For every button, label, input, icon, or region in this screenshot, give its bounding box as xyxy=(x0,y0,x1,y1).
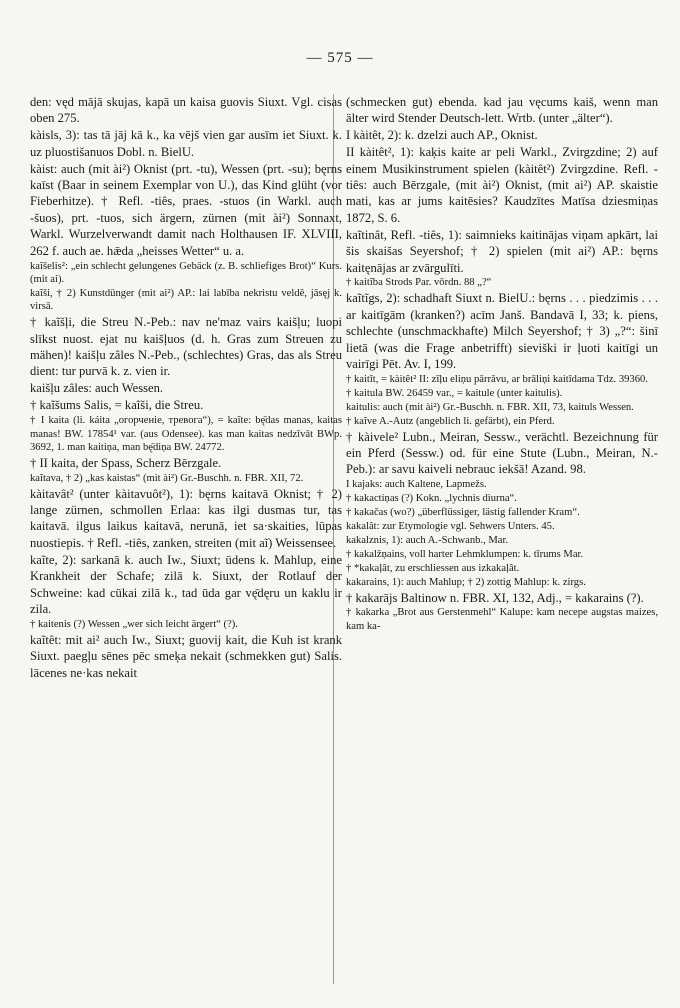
dictionary-entry: kàitavât² (unter kàitavuôt²), 1): bęrns kaitavā Oknist; † 2) lange zürnen, schmollen Erlaa: kas ilgi dusmas tur, tas kaitavā. ilgus laikus kaitavā, nerunā, iet sa·skaities, lūpas nuostiepis. † Refl. -tiês, zanken, streiten (mit aĩ) Weissensee. xyxy=(30,486,342,550)
dictionary-entry: kaišļu zâles: auch Wessen. xyxy=(30,381,164,396)
dictionary-entry: † kaitĩba Strods Par. vōrdn. 88 „?“ xyxy=(346,277,492,289)
dictionary-entry: † kaitīt, = kàitêt² II: zīļu eliņu pārrāvu, ar brāliņi kaitīdama Tdz. 39360. xyxy=(346,373,648,385)
dictionary-entry: † kaĩšums Salis, = kaĩši, die Streu. xyxy=(30,398,204,413)
dictionary-entry: † kakarājs Baltinow n. FBR. XI, 132, Adj., = kakarains (?). xyxy=(346,590,644,605)
dictionary-entry: kaĩtĩgs, 2): schadhaft Siuxt n. BielU.: bęrns . . . piedzimis . . . ar kaitīgām (kranken?) acīm Janš. Bandavā I, 33; k. piens, schlechte (unschmackhafte) Milch Seyershof; † 3) „?“: šinī lietā (was die Frage anbetrifft) sieviški ir ļuoti kaitīgi un vairīgi Pēt. Av. I, 199. xyxy=(346,291,658,371)
dictionary-entry: † kakactiņas (?) Kokn. „lychnis diurna“. xyxy=(346,493,517,505)
dictionary-entry: kàisls, 3): tas tā jāj kā k., ka vējš vien gar ausīm iet Siuxt. k. uz pluostišanuos Dobl. n. BielU. xyxy=(30,128,342,159)
right-column xyxy=(346,94,658,634)
dictionary-entry: † kaĩšļi, die Streu N.-Peb.: nav ne'maz vairs kaišļu; luopi slīkst nuost. ejat nu kaišļuos (d. h. Gras zum Streuen zu mähen)! kaišļu zâles N.-Peb., (schlechtes) Gras, das als Streu dient: tur purvā k. z. vien ir. xyxy=(30,315,342,379)
dictionary-entry: † II kaita, der Spass, Scherz Bērzgale. xyxy=(30,455,222,470)
dictionary-entry: I kajaks: auch Kaltene, Lapmežs. xyxy=(346,479,487,491)
left-column xyxy=(30,94,342,682)
dictionary-entry: † kaitenis (?) Wessen „wer sich leicht ärgert“ (?). xyxy=(30,618,238,630)
dictionary-entry: kaĩtinât, Refl. -tiês, 1): saimnieks kaitinājas viņam apkārt, lai šis skaišas Seyershof; † 2) spielen (mit ai²) AP.: bęrns kaitęnājas ar zvārgulīti. xyxy=(346,227,658,275)
dictionary-entry: kakarains, 1): auch Mahlup; † 2) zottig Mahlup: k. zirgs. xyxy=(346,576,586,588)
dictionary-entry: kàist: auch (mit ài²) Oknist (prt. -tu), Wessen (prt. -su); bęrns kaīst (Baar in seinem Exemplar von U.), das Kind glüht (vor Fieberhitze). † Refl. -tiês, praes. -stuos (in Warkl. auch -šuos), prt. -tuos, sich ärgern, zürnen (mit ài²) Sonnaxt, Warkl. Wurzelverwandt damit nach Holthausen IF. XLVIII, 262 f. auch ae. hǣda „heisses Wetter“ u. a. xyxy=(30,161,342,258)
dictionary-entry: † kakarka „Brot aus Gerstenmehl“ Kalupe: kam necepe augstas maizes, kam ka- xyxy=(346,607,658,632)
dictionary-entry: † I kaita (li. káita „огорченiе, тревога“), = kaĩte: bę̄das manas, kaitas manas! BW. 17854¹ var. (aus Odensee). kas man kaitas nedzīvāt BWp. 3692, 1. man kaitiņa, man bę̄diņa BW. 24772. xyxy=(30,415,342,453)
dictionary-entry: I kàitêt, 2): k. dzelzi auch AP., Oknist. xyxy=(346,128,538,143)
dictionary-entry: kaĩši, † 2) Kunstdünger (mit ai²) AP.: lai labība nekristu veldē, jāsęj k. virsā. xyxy=(30,287,342,313)
dictionary-entry: kaĩtava, † 2) „kas kaistas“ (mit ài²) Gr.-Buschh. n. FBR. XII, 72. xyxy=(30,472,304,484)
dictionary-entry: † kàivele² Lubn., Meiran, Sessw., verächtl. Bezeichnung für ein Pferd (Sessw.) od. für eine Stute (Lubn., Meiran, N.-Peb.): ar savu kaiveli nebrauc iekšā! Azand. 98. xyxy=(346,429,658,477)
dictionary-entry: † kakačas (wo?) „überflüssiger, lästig fallender Kram“. xyxy=(346,507,580,519)
dictionary-entry: kakalznis, 1): auch A.-Schwanb., Mar. xyxy=(346,534,509,546)
dictionary-entry: kakalât: zur Etymologie vgl. Sehwers Unters. 45. xyxy=(346,520,555,532)
dictionary-entry: † kakalžņains, voll harter Lehmklumpen: k. tīrums Mar. xyxy=(346,548,584,560)
dictionary-entry: † *kakaļât, zu erschliessen aus izkakaļât. xyxy=(346,562,520,574)
dictionary-entry: den: vęd mājā skujas, kapā un kaisa guovis Siuxt. Vgl. cisas oben 275. xyxy=(30,95,342,126)
dictionary-entry: kaĩšelis²: „ein schlecht gelungenes Gebäck (z. B. schliefiges Brot)“ Kurs. (mit ai). xyxy=(30,260,342,285)
dictionary-entry: II kàitêt², 1): kaķis kaite ar peli Warkl., Zvirgzdine; 2) auf einem Musikinstrument spielen (kàitêt²) Zvirgzdine. Refl. -tiês: auch Bērzgale, (mit ài²) Oknist, (mit ai²) AP. skaistie mati, kas ar jums kaitēsies? Kaudzītes Matīsa dziesmiņas 1872, S. 6. xyxy=(346,145,658,225)
dictionary-entry: kaitulis: auch (mit ài²) Gr.-Buschh. n. FBR. XII, 73, kaituls Wessen. xyxy=(346,401,634,413)
dictionary-entry: † kaĩve A.-Autz (angeblich li. gefärbt), ein Pferd. xyxy=(346,415,555,427)
dictionary-entry: (schmecken gut) ebenda. kad jau vęcums kaiš, wenn man älter wird Stender Deutsch-lett. Wrtb. (unter „älter“). xyxy=(346,95,658,126)
dictionary-entry: kaĩtêt: mit ai² auch Iw., Siuxt; guovij kait, die Kuh ist krank Siuxt. paegļu sēnes pēc smeķa nekait (schmekken gut) Salis. lācenes ne·kas nekait xyxy=(30,632,342,680)
page-number: — 575 — xyxy=(306,50,374,66)
dictionary-entry: † kaitula BW. 26459 var., = kaitule (unter kaitulis). xyxy=(346,387,563,399)
dictionary-entry: kaĩte, 2): sarkanā k. auch Iw., Siuxt; ūdens k. Mahlup, eine Krankheit der Schafe; zilā k. Siuxt, der Rotlauf der Schweine: kad cūkai zilā k., tad ūda gar vę̄dęru un kaklu ir zila. xyxy=(30,552,342,616)
